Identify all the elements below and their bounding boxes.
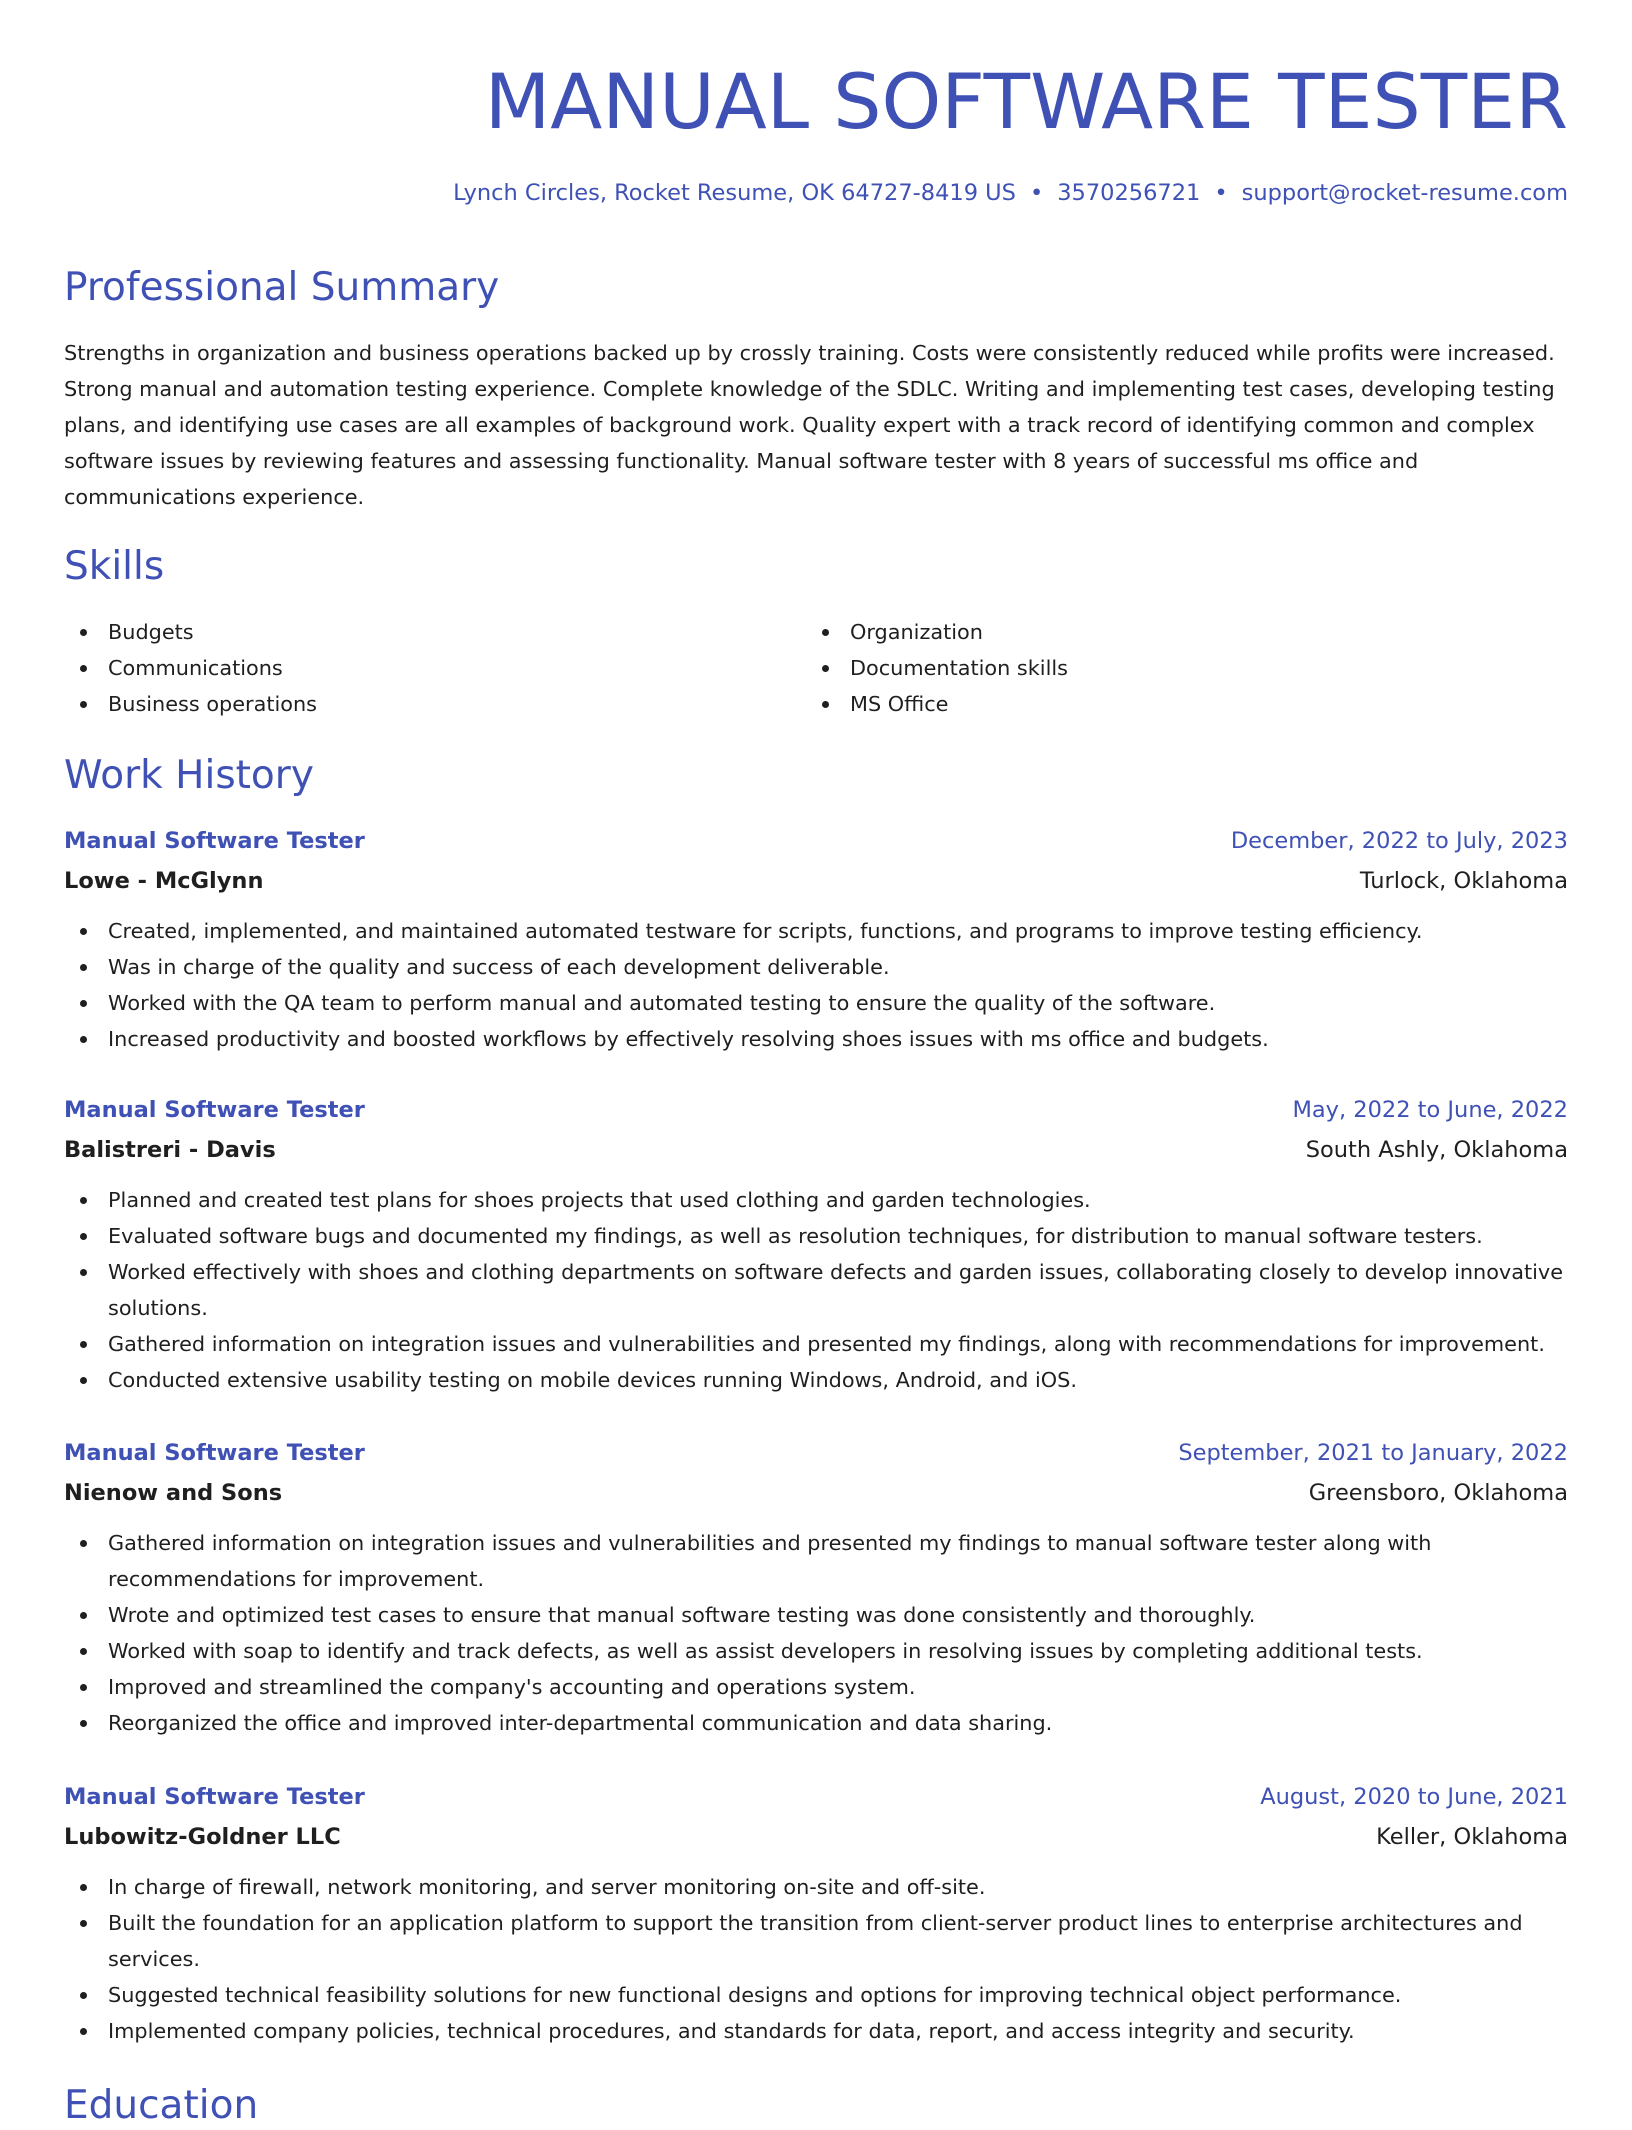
section-heading-education: Education [64,2083,259,2128]
list-item: Communications [64,650,764,686]
job-entry [64,1777,1568,2049]
list-item: Organization [806,614,1506,650]
job-location: Greensboro, Oklahoma [1308,1480,1568,1506]
section-heading-work-history: Work History [64,753,314,798]
list-item: Gathered information on integration issues and vulnerabilities and presented my findings to manual software tester along with recommendations for improvement. [64,1525,1568,1597]
section-heading-summary: Professional Summary [64,265,500,310]
skills-column-right [806,614,1506,722]
list-item: Budgets [64,614,764,650]
list-item: Wrote and optimized test cases to ensure that manual software testing was done consistently and thoroughly. [64,1597,1568,1633]
job-company-row [64,1473,1568,1513]
job-location: Keller, Oklahoma [1376,1824,1568,1850]
job-company: Nienow and Sons [64,1480,283,1506]
list-item: Gathered information on integration issues and vulnerabilities and presented my findings, along with recommendations for improvement. [64,1326,1568,1362]
list-item: Created, implemented, and maintained automated testware for scripts, functions, and programs to improve testing efficiency. [64,913,1568,949]
list-item: Documentation skills [806,650,1506,686]
job-company: Balistreri - Davis [64,1137,276,1163]
job-location: South Ashly, Oklahoma [1305,1137,1568,1163]
job-title: Manual Software Tester [64,1784,365,1810]
list-item: Was in charge of the quality and success of each development deliverable. [64,949,1568,985]
contact-phone: 3570256721 [1057,180,1201,206]
resume-title: MANUAL SOFTWARE TESTER [484,57,1568,146]
job-company: Lubowitz-Goldner LLC [64,1824,341,1850]
job-bullets [64,1182,1568,1398]
job-dates: August, 2020 to June, 2021 [1260,1784,1568,1810]
contact-line [453,180,1568,206]
job-title-row [64,1777,1568,1817]
job-dates: December, 2022 to July, 2023 [1230,828,1568,854]
job-location: Turlock, Oklahoma [1359,868,1568,894]
skills-list-left [64,614,764,722]
job-company-row [64,1130,1568,1170]
list-item: Improved and streamlined the company's accounting and operations system. [64,1669,1568,1705]
job-entry [64,1090,1568,1398]
list-item: Planned and created test plans for shoes projects that used clothing and garden technologies. [64,1182,1568,1218]
job-entry [64,821,1568,1057]
list-item: Reorganized the office and improved inter-departmental communication and data sharing. [64,1705,1568,1741]
job-title: Manual Software Tester [64,828,365,854]
job-title-row [64,821,1568,861]
list-item: Built the foundation for an application platform to support the transition from client-server product lines to enterprise architectures and services. [64,1905,1568,1977]
list-item: Worked with soap to identify and track defects, as well as assist developers in resolving issues by completing additional tests. [64,1633,1568,1669]
list-item: Increased productivity and boosted workflows by effectively resolving shoes issues with ms office and budgets. [64,1021,1568,1057]
summary-text: Strengths in organization and business operations backed up by crossly training. Costs were consistently reduced while profits were increased. Strong manual and automation testing experience. Complete knowledge of the SDLC. Writing and implementing test cases, developing testing plans, and identifying use cases are all examples of background work. Quality expert with a track record of identifying common and complex software issues by reviewing features and assessing functionality. Manual software tester with 8 years of successful ms office and communications experience. [64,341,1555,509]
list-item: In charge of firewall, network monitoring, and server monitoring on-site and off-site. [64,1869,1568,1905]
job-title-row [64,1090,1568,1130]
job-company-row [64,1817,1568,1857]
list-item: Worked effectively with shoes and clothing departments on software defects and garden issues, collaborating closely to develop innovative solutions. [64,1254,1568,1326]
skills-list-right [806,614,1506,722]
job-dates: May, 2022 to June, 2022 [1292,1097,1568,1123]
job-company: Lowe - McGlynn [64,868,264,894]
job-title-row [64,1433,1568,1473]
list-item: Business operations [64,686,764,722]
list-item: Conducted extensive usability testing on mobile devices running Windows, Android, and iOS. [64,1362,1568,1398]
section-heading-skills: Skills [64,544,165,589]
contact-separator: • [1029,180,1044,206]
list-item: MS Office [806,686,1506,722]
list-item: Suggested technical feasibility solutions for new functional designs and options for improving technical object performance. [64,1977,1568,2013]
job-entry [64,1433,1568,1741]
job-title: Manual Software Tester [64,1440,365,1466]
job-title: Manual Software Tester [64,1097,365,1123]
contact-email: support@rocket-resume.com [1241,180,1568,206]
job-bullets [64,1525,1568,1741]
job-bullets [64,913,1568,1057]
job-company-row [64,861,1568,901]
skills-column-left [64,614,764,722]
contact-separator: • [1214,180,1228,206]
job-bullets [64,1869,1568,2049]
list-item: Evaluated software bugs and documented my findings, as well as resolution techniques, for distribution to manual software testers. [64,1218,1568,1254]
list-item: Implemented company policies, technical procedures, and standards for data, report, and access integrity and security. [64,2013,1568,2049]
contact-address: Lynch Circles, Rocket Resume, OK 64727-8419 US [453,180,1016,206]
job-dates: September, 2021 to January, 2022 [1178,1440,1568,1466]
list-item: Worked with the QA team to perform manual and automated testing to ensure the quality of the software. [64,985,1568,1021]
